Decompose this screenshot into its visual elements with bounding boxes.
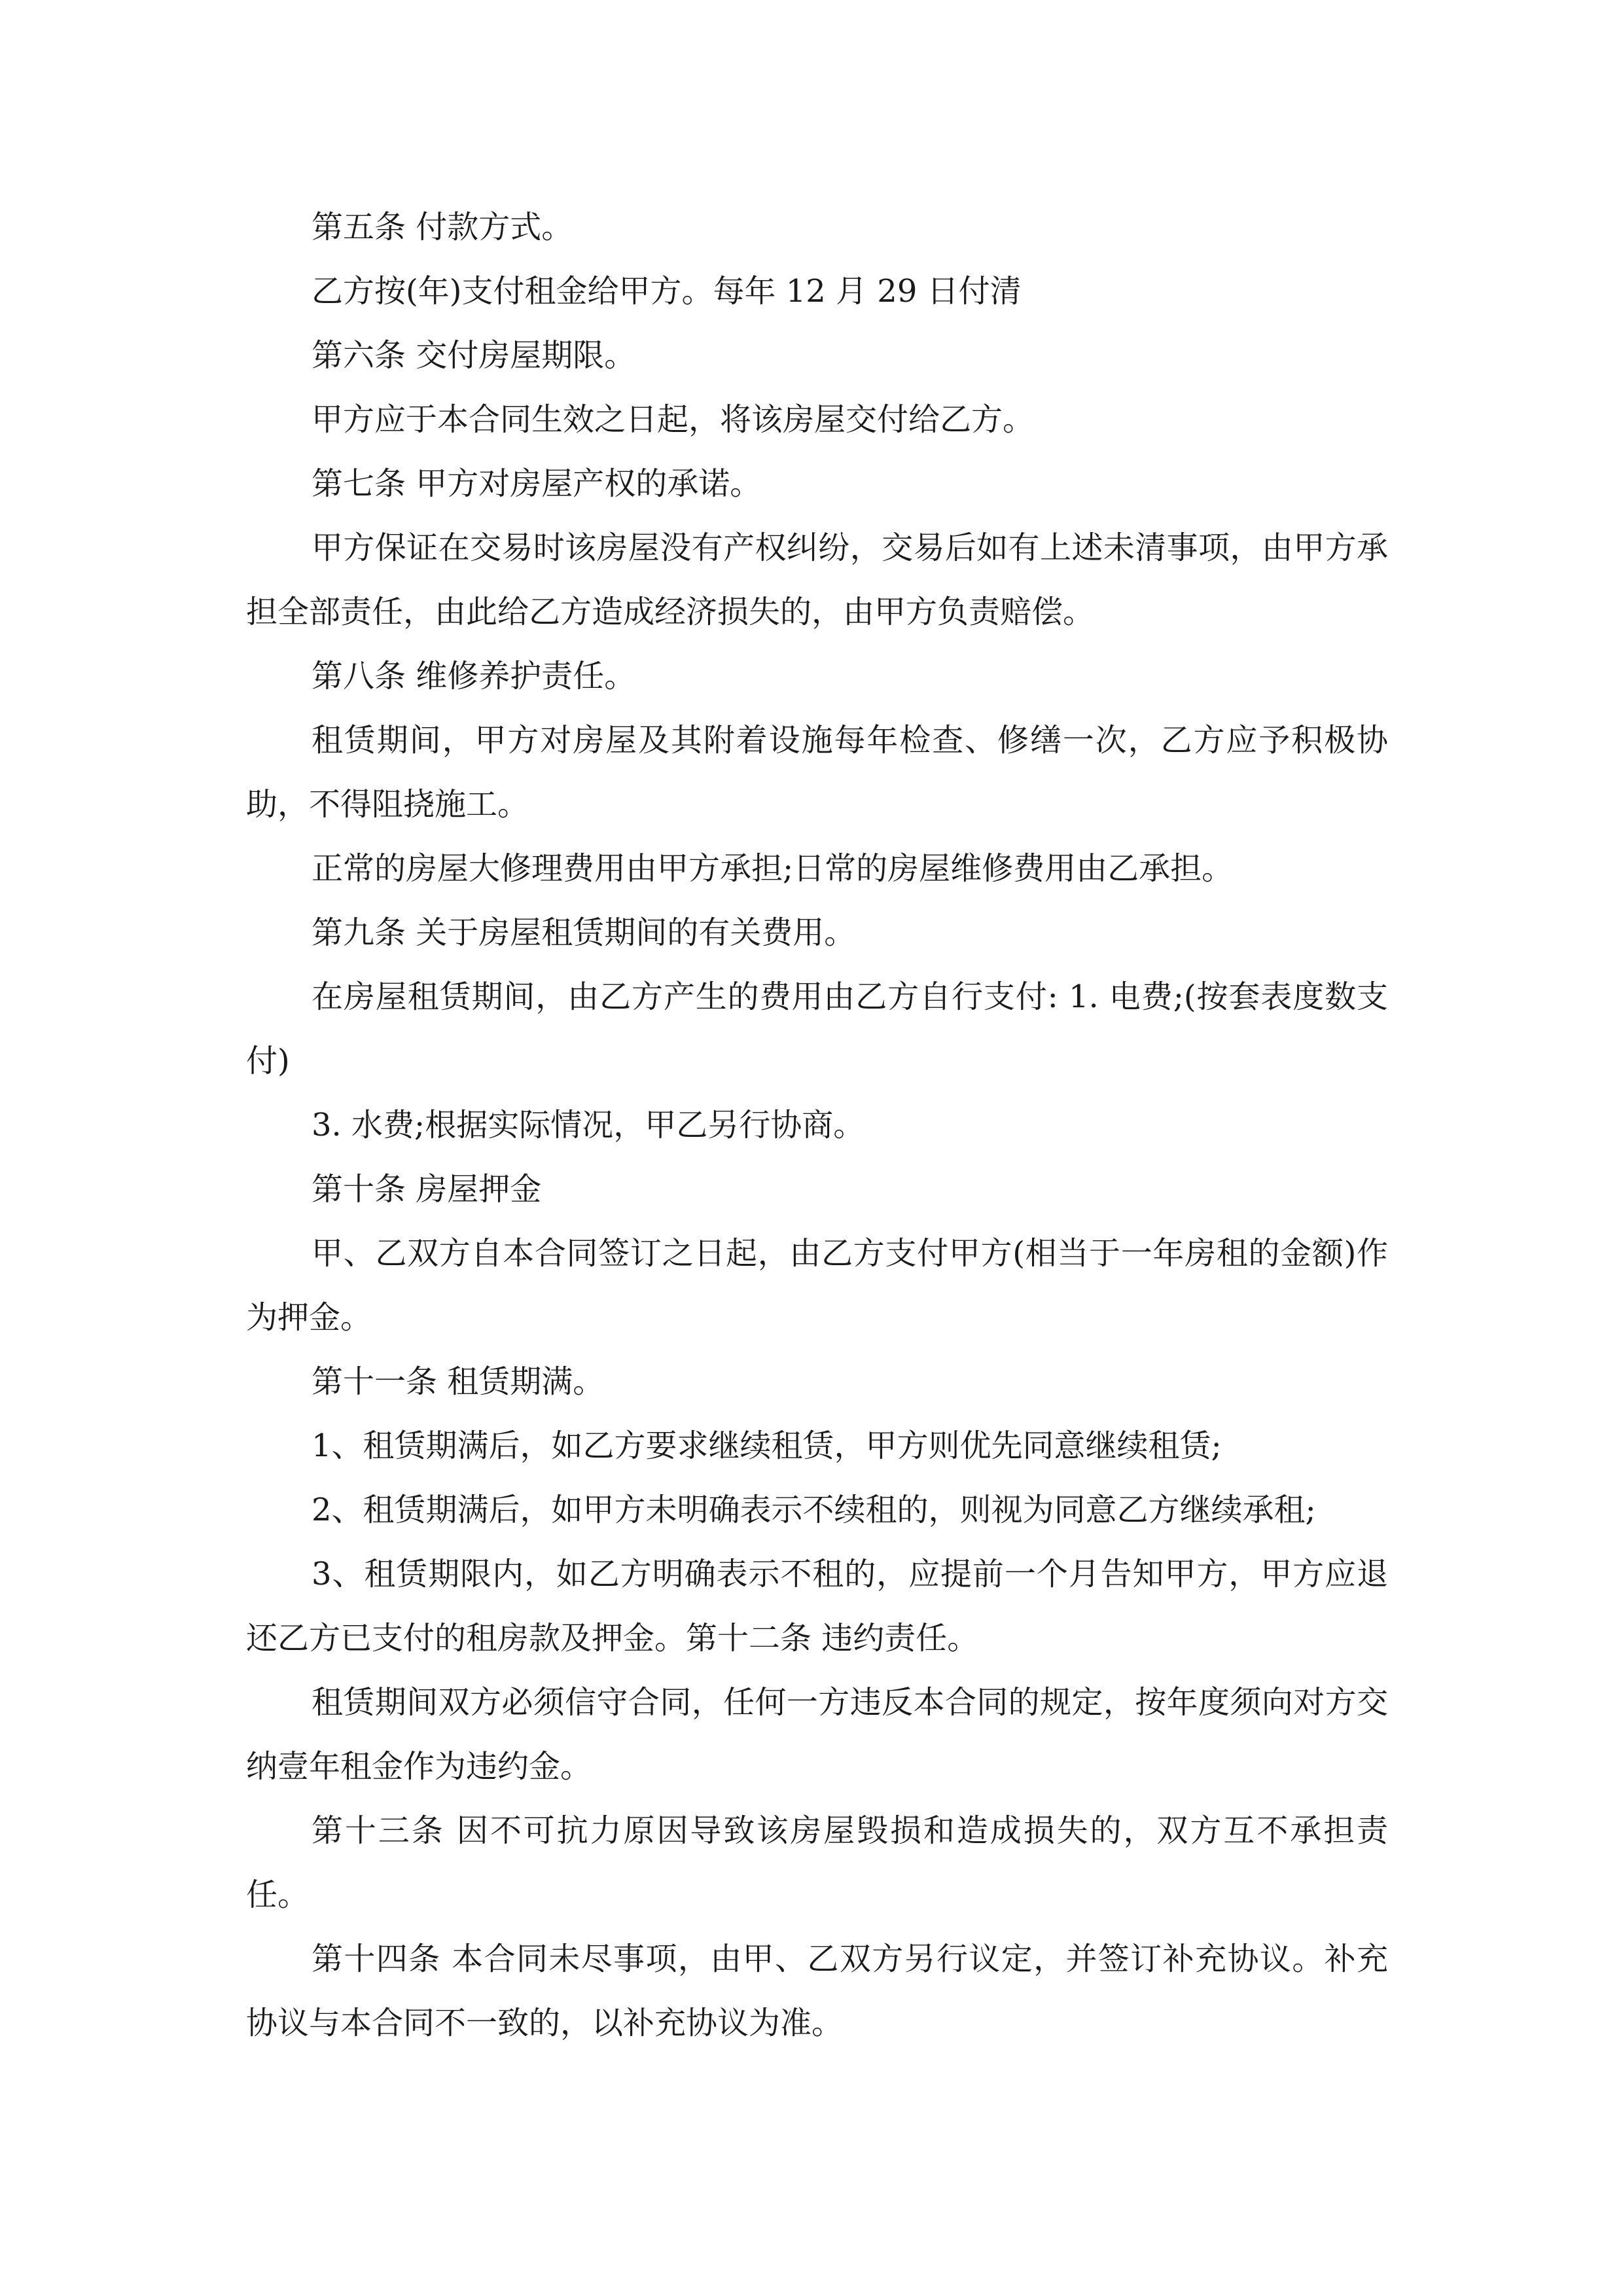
article-9-text-2: 3. 水费;根据实际情况，甲乙另行协商。 [312, 1107, 865, 1143]
article-11-item-1: 1、租赁期满后，如乙方要求继续租赁，甲方则优先同意继续租赁; [312, 1427, 1222, 1464]
article-10-text: 甲、乙双方自本合同签订之日起，由乙方支付甲方(相当于一年房租的金额)作为押金。 [246, 1235, 1388, 1336]
article-8-heading: 第八条 维修养护责任。 [312, 658, 636, 694]
article-11-heading: 第十一条 租赁期满。 [312, 1363, 605, 1400]
article-6-heading: 第六条 交付房屋期限。 [312, 337, 636, 374]
article-9-heading: 第九条 关于房屋租赁期间的有关费用。 [312, 914, 856, 951]
article-8-text-1: 租赁期间，甲方对房屋及其附着设施每年检查、修缮一次，乙方应予积极协助，不得阻挠施工。 [246, 722, 1388, 823]
article-7-text: 甲方保证在交易时该房屋没有产权纠纷，交易后如有上述未清事项，由甲方承担全部责任，由此给乙方造成经济损失的，由甲方负责赔偿。 [246, 529, 1388, 630]
article-7-heading: 第七条 甲方对房屋产权的承诺。 [312, 465, 762, 502]
article-13-text: 第十三条 因不可抗力原因导致该房屋毁损和造成损失的，双方互不承担责任。 [246, 1812, 1388, 1913]
article-6-text: 甲方应于本合同生效之日起，将该房屋交付给乙方。 [312, 401, 1035, 438]
article-11-item-3: 3、租赁期限内，如乙方明确表示不租的，应提前一个月告知甲方，甲方应退还乙方已支付的租房款及押金。第十二条 违约责任。 [246, 1556, 1388, 1657]
article-14-text: 第十四条 本合同未尽事项，由甲、乙双方另行议定，并签订补充协议。补充协议与本合同不一致的，以补充协议为准。 [246, 1941, 1388, 2041]
article-9-text-1: 在房屋租赁期间，由乙方产生的费用由乙方自行支付: 1. 电费;(按套表度数支付) [246, 978, 1388, 1079]
article-10-heading: 第十条 房屋押金 [312, 1171, 542, 1208]
article-11-item-2: 2、租赁期满后，如甲方未明确表示不续租的，则视为同意乙方继续承租; [312, 1492, 1316, 1528]
article-5-text: 乙方按(年)支付租金给甲方。每年 12 月 29 日付清 [312, 273, 1022, 310]
article-12-text: 租赁期间双方必须信守合同，任何一方违反本合同的规定，按年度须向对方交纳壹年租金作为违约金。 [246, 1684, 1388, 1785]
article-8-text-2: 正常的房屋大修理费用由甲方承担;日常的房屋维修费用由乙承担。 [312, 850, 1234, 887]
article-5-heading: 第五条 付款方式。 [312, 209, 573, 245]
contract-body [246, 195, 1388, 2055]
